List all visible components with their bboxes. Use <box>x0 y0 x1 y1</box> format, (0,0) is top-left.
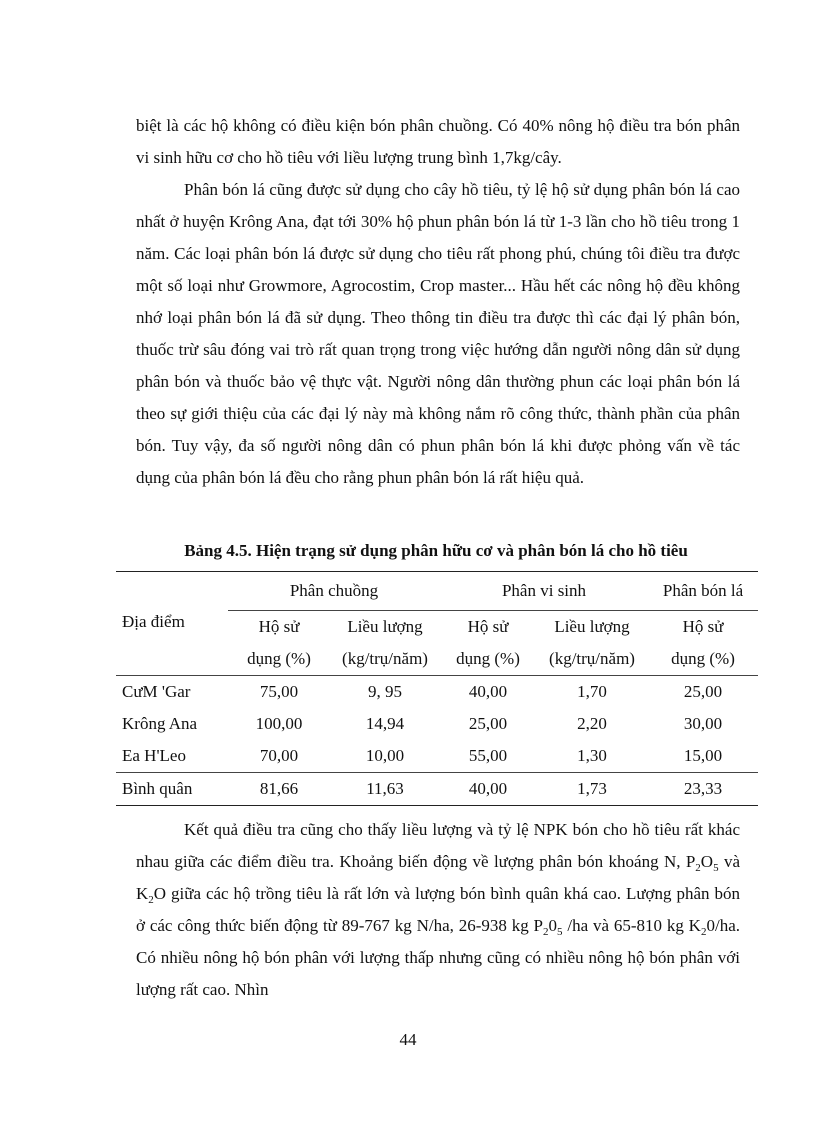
cell-location: CưM 'Gar <box>122 682 191 701</box>
table-caption: Bảng 4.5. Hiện trạng sử dụng phân hữu cơ và phân bón lá cho hồ tiêu <box>184 541 688 560</box>
table-average-row <box>116 773 758 806</box>
header-usage: Hộ sử <box>467 617 509 636</box>
header-location: Địa điểm <box>116 572 228 676</box>
cell-value: 1,70 <box>577 682 607 701</box>
cell-value: 23,33 <box>648 773 758 806</box>
header-manure: Phân chuồng <box>228 572 440 611</box>
cell-value: 14,94 <box>365 714 405 733</box>
header-dose: Liều lượng <box>554 617 630 636</box>
cell-value: 75,00 <box>259 682 299 701</box>
table-header-row <box>116 572 758 611</box>
header-foliar: Phân bón lá <box>648 572 758 611</box>
cell-location: Ea H'Leo <box>122 746 186 765</box>
cell-value: 25,00 <box>468 714 508 733</box>
paragraph-npk: Kết quả điều tra cũng cho thấy liều lượng và tỷ lệ NPK bón cho hồ tiêu rất khác nhau giữa các điểm điều tra. Khoảng biến động về lượng phân bón khoáng N, $P_2O_5$ và $K_2O$ giữa các hộ trồng tiêu là rất lớn và lượng bón bình quân khá cao. Lượng phân bón ở các công thức biến động từ 89-767 kg N/ha, 26-938 kg $P_20_5$ /ha và 65-810 kg $K_20/ha$. Có nhiều nông hộ bón phân với lượng thấp nhưng cũng có nhiều nông hộ bón phân với lượng rất cao. Nhìn <box>136 820 740 999</box>
table-row <box>116 708 758 740</box>
header-usage-unit: dụng (%) <box>247 649 311 668</box>
cell-location: Krông Ana <box>122 714 198 733</box>
header-dose-unit: (kg/trụ/năm) <box>342 649 428 668</box>
fertilizer-usage-table <box>116 571 758 806</box>
paragraph-foliar-fertilizer: Phân bón lá cũng được sử dụng cho cây hồ tiêu, tỷ lệ hộ sử dụng phân bón lá cao nhất ở huyện Krông Ana, đạt tới 30% hộ phun phân bón lá từ 1-3 lần cho hồ tiêu trong 1 năm. Các loại phân bón lá được sử dụng cho tiêu rất phong phú, chúng tôi điều tra được một số loại như Growmore, Agrocostim, Crop master... Hầu hết các nông hộ đều không nhớ loại phân bón lá đã sử dụng. Theo thông tin điều tra được thì các đại lý phân bón, thuốc trừ sâu đóng vai trò rất quan trọng trong việc hướng dẫn người nông dân sử dụng phân bón và thuốc bảo vệ thực vật. Người nông dân thường phun các loại phân bón lá theo sự giới thiệu của các đại lý này mà không nắm rõ công thức, thành phần của phân bón. Tuy vậy, đa số người nông dân có phun phân bón lá khi được phỏng vấn về tác dụng của phân bón lá đều cho rằng phun phân bón lá rất hiệu quả. <box>136 180 740 487</box>
table-row <box>116 740 758 773</box>
cell-value: 1,73 <box>536 773 648 806</box>
paragraph-intro: biệt là các hộ không có điều kiện bón phân chuồng. Có 40% nông hộ điều tra bón phân vi sinh hữu cơ cho hồ tiêu với liều lượng trung bình 1,7kg/cây. <box>136 116 740 167</box>
cell-value: 100,00 <box>255 714 303 733</box>
cell-value: 70,00 <box>259 746 299 765</box>
header-usage-unit: dụng (%) <box>456 649 520 668</box>
table-row <box>116 676 758 709</box>
cell-value: 25,00 <box>683 682 723 701</box>
cell-value: 1,30 <box>577 746 607 765</box>
cell-value: 15,00 <box>683 746 723 765</box>
cell-value: 40,00 <box>468 682 508 701</box>
header-microbial: Phân vi sinh <box>440 572 648 611</box>
header-usage: Hộ sử <box>682 617 724 636</box>
cell-average-label: Bình quân <box>116 773 228 806</box>
cell-value: 11,63 <box>330 773 440 806</box>
header-usage-unit: dụng (%) <box>671 649 735 668</box>
cell-value: 55,00 <box>468 746 508 765</box>
header-usage: Hộ sử <box>258 617 300 636</box>
cell-value: 10,00 <box>365 746 405 765</box>
cell-value: 30,00 <box>683 714 723 733</box>
page-number: 44 <box>399 1030 417 1049</box>
cell-value: 9, 95 <box>368 682 402 701</box>
header-dose-unit: (kg/trụ/năm) <box>549 649 635 668</box>
cell-value: 81,66 <box>228 773 330 806</box>
cell-value: 40,00 <box>440 773 536 806</box>
header-dose: Liều lượng <box>347 617 423 636</box>
cell-value: 2,20 <box>577 714 607 733</box>
